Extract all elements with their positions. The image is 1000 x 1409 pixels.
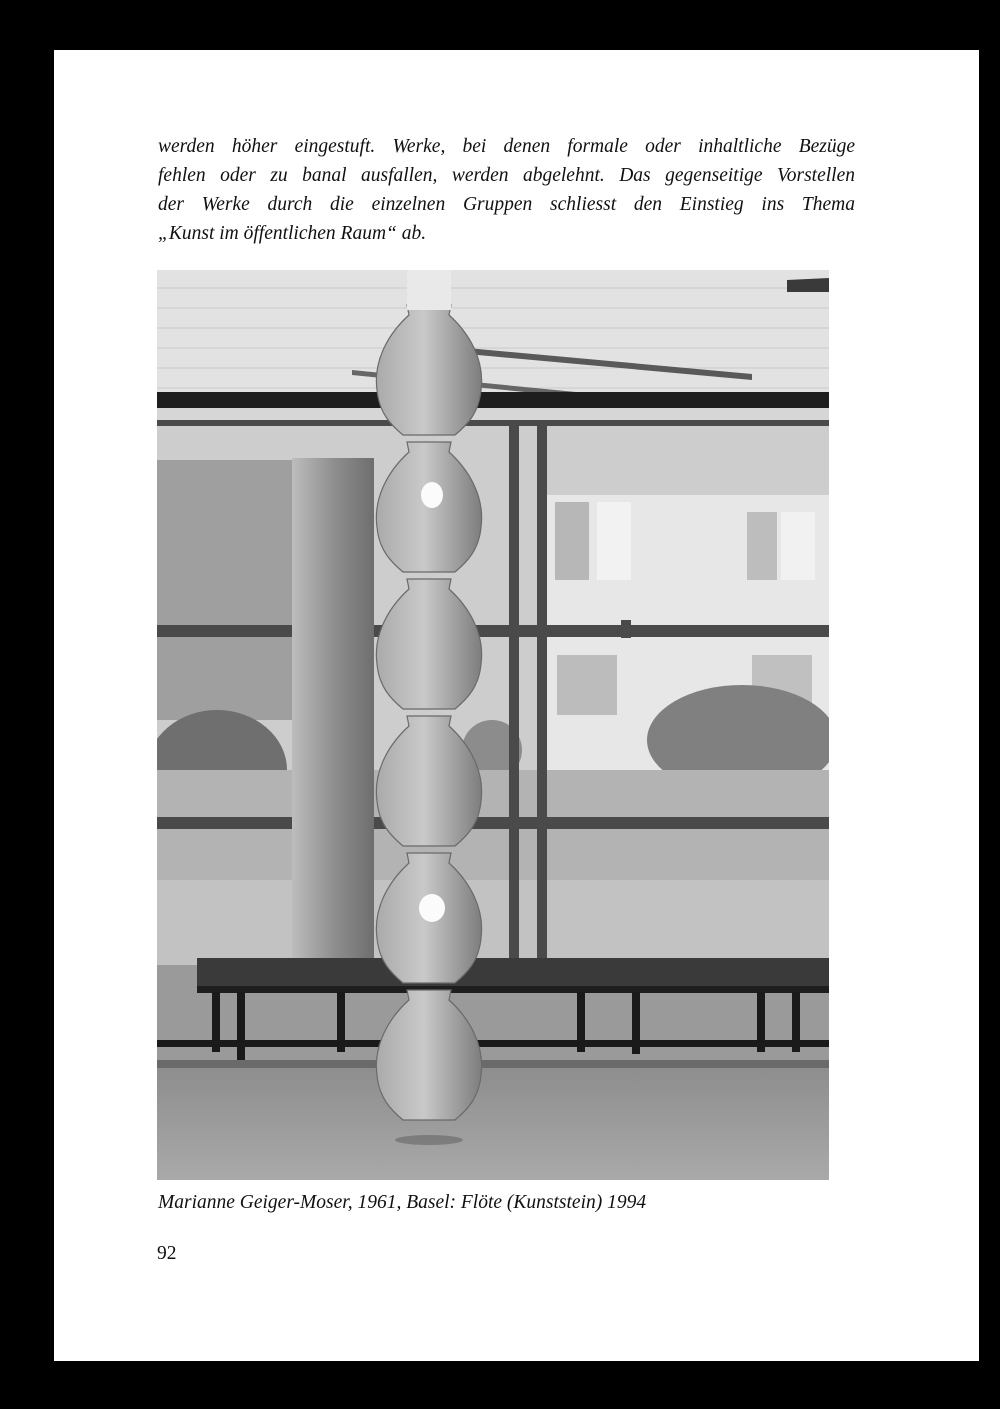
body-line: „Kunst im öffentlichen Raum“ ab. xyxy=(158,223,427,244)
body-paragraph xyxy=(158,132,855,248)
page-number: 92 xyxy=(157,1243,177,1264)
book-page xyxy=(54,50,979,1361)
sculpture-photograph xyxy=(157,270,829,1180)
figure-caption: Marianne Geiger-Moser, 1961, Basel: Flöte (Kunststein) 1994 xyxy=(158,1192,647,1213)
body-line: der Werke durch die einzelnen Gruppen schliesst den Einstieg ins Thema xyxy=(158,194,855,215)
body-line: werden höher eingestuft. Werke, bei denen formale oder inhaltliche Bezüge xyxy=(158,136,855,157)
body-line: fehlen oder zu banal ausfallen, werden abgelehnt. Das gegenseitige Vorstellen xyxy=(158,165,855,186)
